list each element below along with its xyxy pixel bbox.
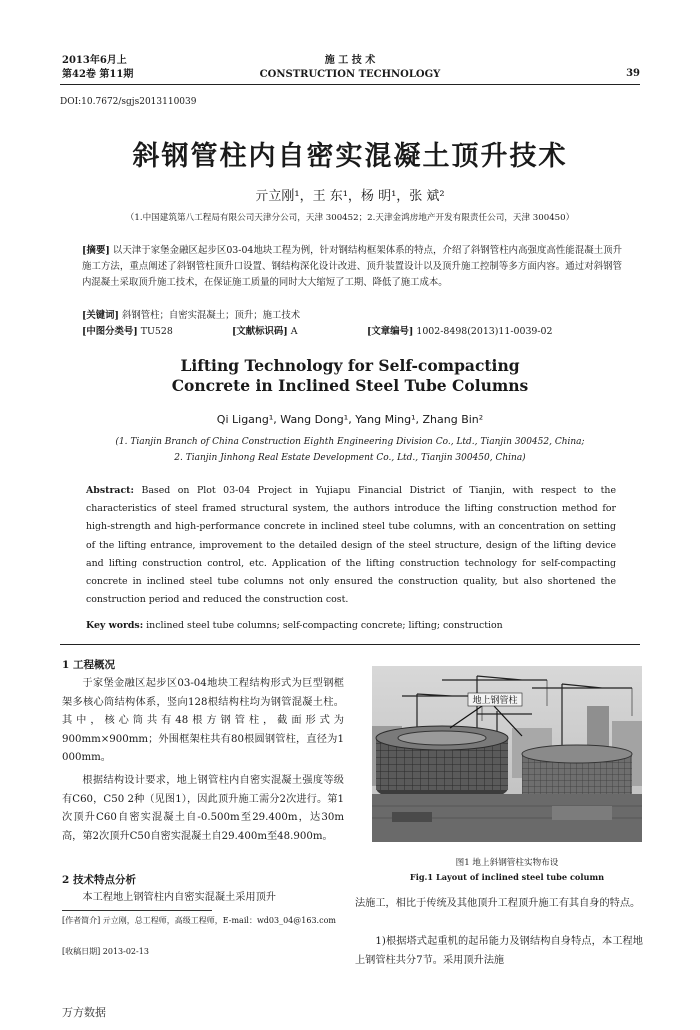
title-en [60, 356, 640, 396]
keywords-en-text: inclined steel tube columns; self-compacting concrete; lifting; construction [146, 620, 503, 631]
title-en-text: Lifting Technology for Self-compacting Concrete in Inclined Steel Tube Columns [171, 356, 529, 395]
affiliation-en [60, 434, 640, 466]
journal-name-cn: 施 工 技 术 [324, 55, 376, 66]
abstract-en-text: Based on Plot 03-04 Project in Yujiapu Financial District of Tianjin, with respect to the characteristics of steel framed structural system, the authors introduce the lifting construction method for high-strength and high-performance concrete in inclined steel tube columns, with an concentration on setting of the lifting entrance, improvement to the detailed design of the steel structure, design of the lifting device and lifting construction control, etc. Application of the lifting construction technology for self-compacting concrete in inclined steel tube columns not only ensured the construction quality, but also shortened the construction period and reduced the construction cost. [86, 485, 616, 606]
section-1-para-2: 根据结构设计要求，地上钢管柱内自密实混凝土强度等级有C60，C50 2种（见图1），因此顶升施工需分2次进行。第1次顶升C60自密实混凝土自-0.500m至29.400m，达30m高，第2次顶升C50自密实混凝土自29.400m至48.900m。 [62, 775, 344, 842]
doc-label: [文献标识码] [232, 326, 288, 337]
clc-code [82, 323, 173, 337]
watermark: 万方数据 [62, 1006, 106, 1019]
section-2-heading: 2 技术特点分析 [62, 874, 136, 886]
page-number: 39 [626, 68, 640, 79]
figure-1-caption-cn: 图1 地上斜钢管柱实物布设 [455, 858, 559, 868]
header-date: 2013年6月上 [62, 55, 127, 66]
abstract-en-label: Abstract: [86, 485, 134, 496]
doc-value: A [290, 326, 298, 337]
affiliation-en-2: 2. Tianjin Jinhong Real Estate Development Co., Ltd., Tianjin 300450, China) [174, 453, 526, 463]
doc-code [232, 323, 298, 337]
figure-1-caption-en: Fig.1 Layout of inclined steel tube column [409, 872, 605, 882]
journal-name-en: CONSTRUCTION TECHNOLOGY [259, 69, 441, 80]
photo-label: 地上钢管柱 [472, 696, 518, 706]
footnote-author: [作者简介] 亓立刚，总工程师，高级工程师，E-mail：wd03_04@163.com [62, 916, 336, 925]
affiliation-en-1: (1. Tianjin Branch of China Construction Eighth Engineering Division Co., Ltd., Tianjin 300452, China; [115, 437, 585, 447]
affiliation-cn: （1.中国建筑第八工程局有限公司天津分公司，天津 300452；2.天津金鸿房地产开发有限责任公司，天津 300450） [125, 213, 575, 223]
header-divider [60, 84, 640, 85]
section-1-heading: 1 工程概况 [62, 659, 115, 671]
footnote-divider [62, 910, 212, 911]
construction-site-image [372, 666, 642, 842]
figure-1-photo [372, 666, 642, 842]
keywords-cn [82, 307, 622, 321]
clc-label: [中图分类号] [82, 326, 138, 337]
clc-value: TU528 [140, 326, 173, 337]
abstract-en [86, 482, 616, 609]
article-number [367, 323, 552, 337]
abstract-cn [82, 243, 622, 291]
authors-cn: 亓立刚¹，王 东¹，杨 明¹，张 斌² [255, 189, 445, 204]
section-1-para-1: 于家堡金融区起步区03-04地块工程结构形式为巨型钢框架多核心筒结构体系，竖向128根结构柱均为钢管混凝土柱。其中，核心筒共有48根方钢管柱，截面形式为900mm×900mm；外围框架柱共有80根圆钢管柱，直径为1 000mm。 [62, 678, 344, 764]
abstract-cn-text: 以天津于家堡金融区起步区03-04地块工程为例，针对钢结构框架体系的特点，介绍了斜钢管柱内高强度高性能混凝土顶升施工方法，重点阐述了斜钢管柱顶升口设置、钢结构深化设计改进、顶升装置设计以及顶升施工控制等多方面内容。通过对斜钢管内混凝土采取顶升施工技术，在保证施工质量的同时大大缩短了工期、降低了施工成本。 [82, 245, 623, 288]
title-cn: 斜钢管柱内自密实混凝土顶升技术 [132, 141, 568, 172]
keywords-cn-label: [关键词] [82, 310, 119, 321]
authors-en: Qi Ligang¹, Wang Dong¹, Yang Ming¹, Zhang Bin² [216, 413, 484, 426]
section-2-para-1-continued: 法施工，相比于传统及其他顶升工程顶升施工有其自身的特点。 [355, 898, 641, 909]
doi: DOI:10.7672/sgjs2013110039 [60, 97, 197, 107]
body-divider [60, 644, 640, 645]
section-2-para-2: 1)根据塔式起重机的起吊能力及钢结构自身特点，本工程地上钢管柱共分7节。采用顶升法施 [355, 936, 643, 966]
footnote-received: [收稿日期] 2013-02-13 [62, 947, 149, 956]
header-volume: 第42卷 第11期 [62, 69, 134, 80]
section-2-para-1: 本工程地上钢管柱内自密实混凝土采用顶升 [82, 892, 276, 903]
keywords-cn-text: 斜钢管柱；自密实混凝土；顶升；施工技术 [121, 310, 301, 321]
keywords-en-label: Key words: [86, 620, 144, 631]
header-issue [62, 54, 133, 82]
keywords-en [86, 620, 616, 631]
article-label: [文章编号] [367, 326, 414, 337]
header-journal [250, 54, 450, 82]
article-value: 1002-8498(2013)11-0039-02 [416, 326, 553, 337]
abstract-cn-label: [摘要] [82, 245, 110, 256]
